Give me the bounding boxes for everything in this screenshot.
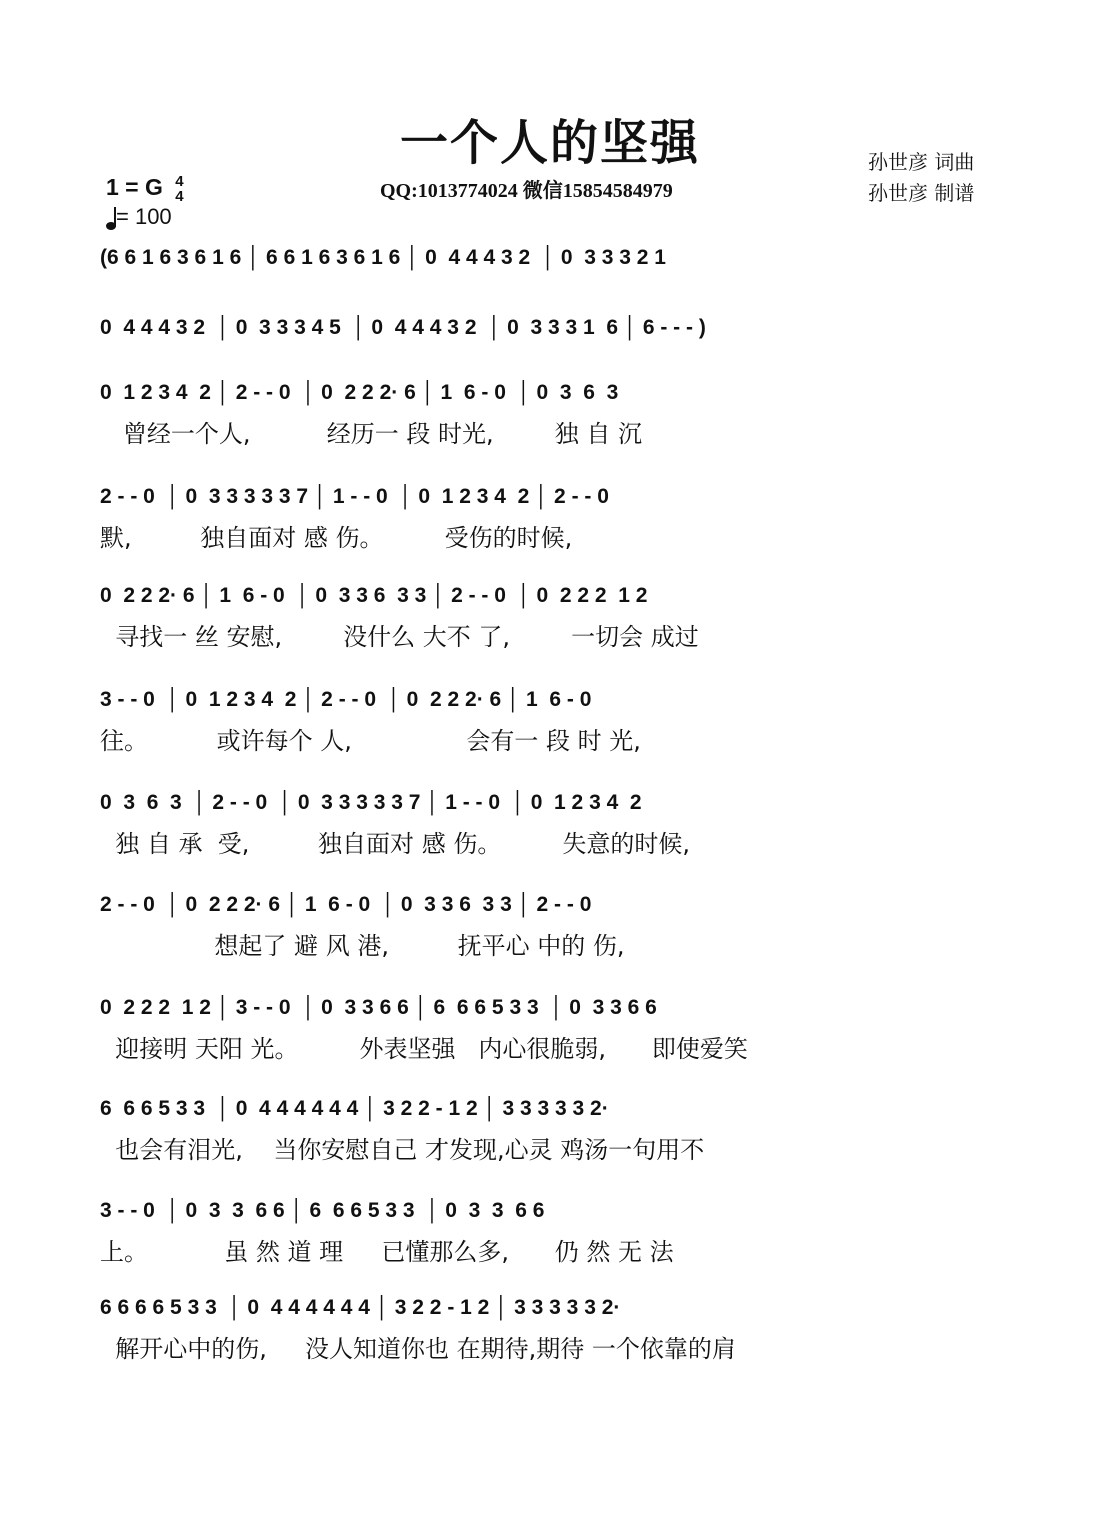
row-lyrics: 默, 独自面对 感 伤。 受伤的时候, xyxy=(100,524,573,552)
row-lyrics: 独 自 承 受, 独自面对 感 伤。 失意的时候, xyxy=(100,830,690,858)
row-notes: 0 3 6 3 │ 2 - - 0 │ 0 3 3 3 3 3 7 │ 1 - - 0 │ 0 1 2 3 4 2 xyxy=(100,791,642,814)
row-notes: 6 6 6 6 5 3 3 │ 0 4 4 4 4 4 4 │ 3 2 2 - 1 2 │ 3 3 3 3 3 2· xyxy=(100,1296,621,1319)
row-lyrics: 往。 或许每个 人, 会有一 段 时 光, xyxy=(100,727,641,755)
row-notes: 2 - - 0 │ 0 3 3 3 3 3 7 │ 1 - - 0 │ 0 1 2 3 4 2 │ 2 - - 0 xyxy=(100,485,609,508)
row-notes: 0 2 2 2· 6 │ 1 6 - 0 │ 0 3 3 6 3 3 │ 2 - - 0 │ 0 2 2 2 1 2 xyxy=(100,584,648,607)
score-row-4 xyxy=(100,482,1010,562)
row-notes: 0 1 2 3 4 2 │ 2 - - 0 │ 0 2 2 2· 6 │ 1 6 - 0 │ 0 3 6 3 xyxy=(100,381,619,404)
score-row-1 xyxy=(100,243,1010,323)
time-signature xyxy=(175,174,183,204)
quarter-note-icon xyxy=(106,206,116,230)
row-lyrics: 也会有泪光, 当你安慰自己 才发现,心灵 鸡汤一句用不 xyxy=(100,1136,705,1164)
score-row-11 xyxy=(100,1196,1010,1276)
tempo-value: = 100 xyxy=(116,204,172,229)
row-lyrics: 上。 虽 然 道 理 已懂那么多, 仍 然 无 法 xyxy=(100,1238,674,1266)
score-row-9 xyxy=(100,993,1010,1073)
row-lyrics: 解开心中的伤, 没人知道你也 在期待,期待 一个依靠的肩 xyxy=(100,1335,736,1363)
row-lyrics: 想起了 避 风 港, 抚平心 中的 伤, xyxy=(100,932,625,960)
row-notes: 6 6 6 5 3 3 │ 0 4 4 4 4 4 4 │ 3 2 2 - 1 2 │ 3 3 3 3 3 2· xyxy=(100,1097,609,1120)
tempo-marking xyxy=(106,204,172,230)
time-sig-top: 4 xyxy=(175,173,184,190)
row-notes: 0 4 4 4 3 2 │ 0 3 3 3 4 5 │ 0 4 4 4 3 2 │ 0 3 3 3 1 6 │ 6 - - - ) xyxy=(100,316,706,339)
credit-lyrics-music: 孙世彦 词曲 xyxy=(868,150,975,174)
credit-transcription: 孙世彦 制谱 xyxy=(868,181,975,205)
score-row-7 xyxy=(100,788,1010,868)
score-row-3 xyxy=(100,378,1010,458)
contact-info: QQ:1013774024 微信15854584979 xyxy=(380,180,673,202)
row-notes: 3 - - 0 │ 0 1 2 3 4 2 │ 2 - - 0 │ 0 2 2 2· 6 │ 1 6 - 0 xyxy=(100,688,592,711)
score-row-6 xyxy=(100,685,1010,765)
score-row-8 xyxy=(100,890,1010,970)
key-signature xyxy=(106,174,184,204)
row-lyrics: 曾经一个人, 经历一 段 时光, 独 自 沉 xyxy=(100,420,642,448)
score-row-12 xyxy=(100,1293,1010,1373)
row-lyrics: 迎接明 天阳 光。 外表坚强 内心很脆弱, 即使爱笑 xyxy=(100,1035,748,1063)
row-notes: 3 - - 0 │ 0 3 3 6 6 │ 6 6 6 5 3 3 │ 0 3 3 6 6 xyxy=(100,1199,545,1222)
key-label: 1 = G xyxy=(106,174,163,201)
score-row-10 xyxy=(100,1094,1010,1174)
score-row-5 xyxy=(100,581,1010,661)
row-notes: 0 2 2 2 1 2 │ 3 - - 0 │ 0 3 3 6 6 │ 6 6 6 5 3 3 │ 0 3 3 6 6 xyxy=(100,996,657,1019)
row-notes: 2 - - 0 │ 0 2 2 2· 6 │ 1 6 - 0 │ 0 3 3 6 3 3 │ 2 - - 0 xyxy=(100,893,592,916)
row-notes: (6 6 1 6 3 6 1 6 │ 6 6 1 6 3 6 1 6 │ 0 4 4 4 3 2 │ 0 3 3 3 2 1 xyxy=(100,246,666,269)
row-lyrics: 寻找一 丝 安慰, 没什么 大不 了, 一切会 成过 xyxy=(100,623,699,651)
time-sig-bottom: 4 xyxy=(175,188,184,205)
song-title: 一个人的坚强 xyxy=(399,115,700,171)
